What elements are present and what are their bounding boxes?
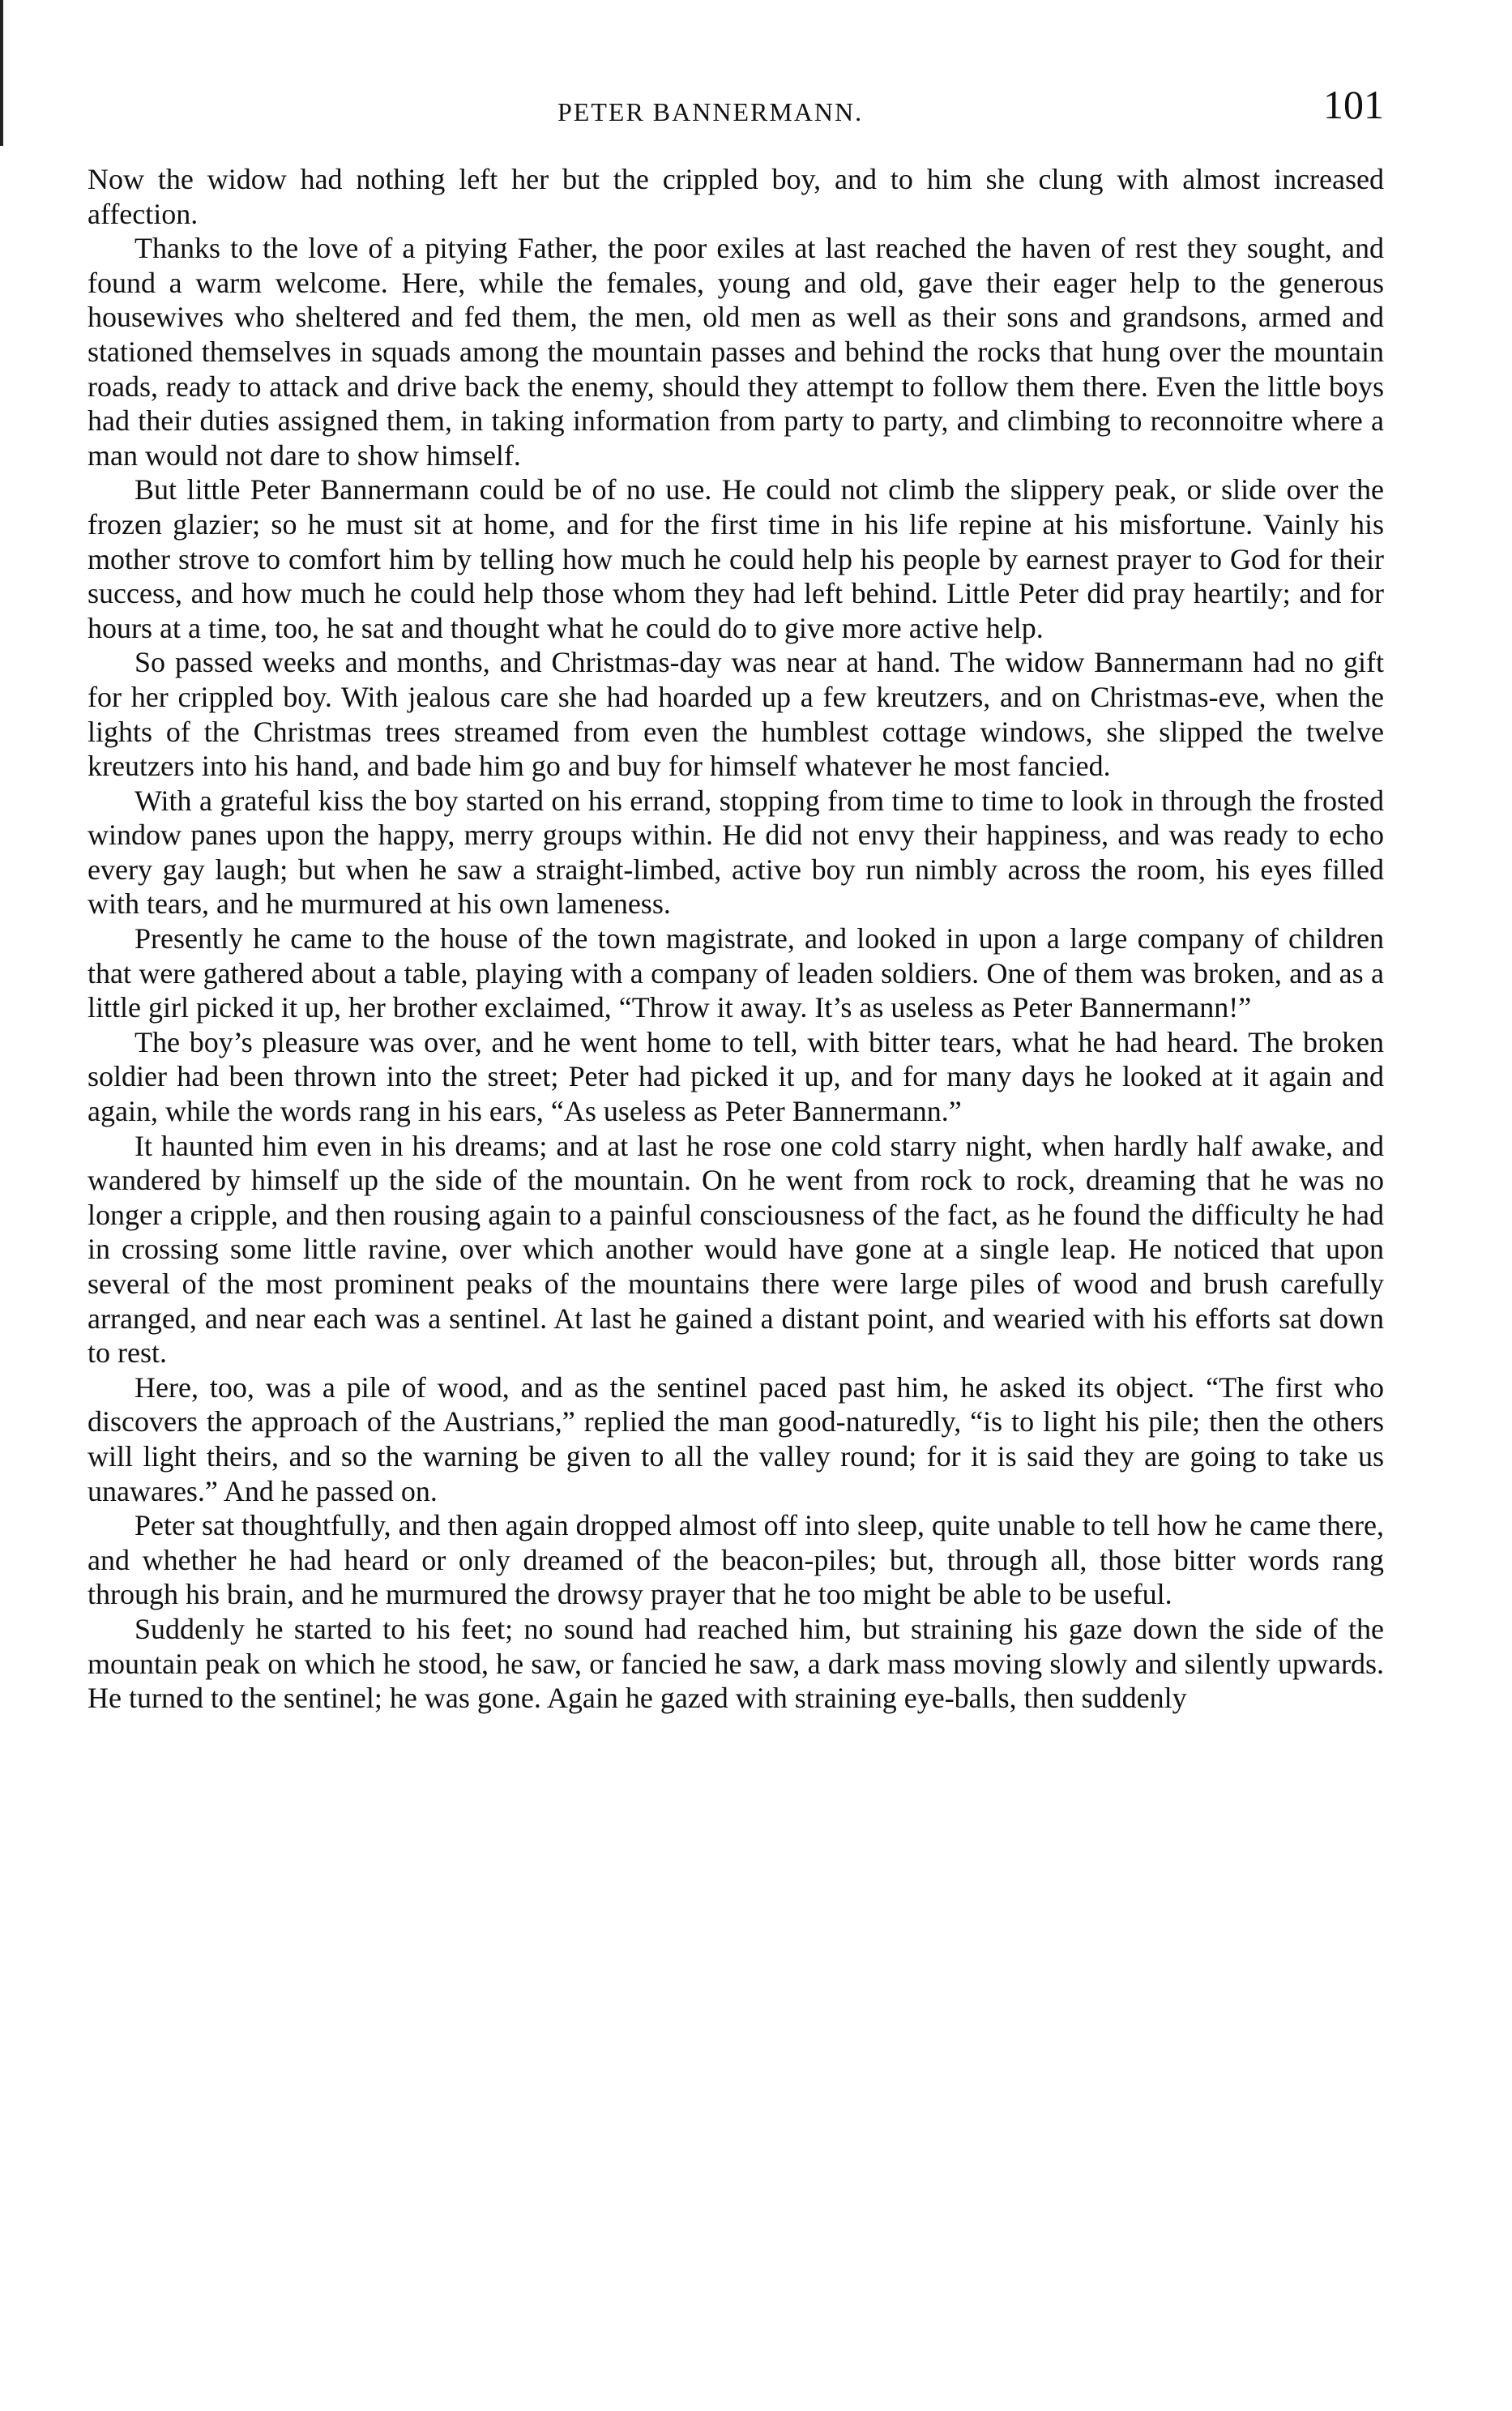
paragraph: With a grateful kiss the boy started on his errand, stopping from time to time to look in through the frosted window panes upon the happy, merry groups within. He did not envy their happiness, and was ready to echo every gay laugh; but when he saw a straight-limbed, active boy run nimbly across the room, his eyes filled with tears, and he murmured at his own lameness. — [88, 784, 1384, 921]
paragraph: Suddenly he started to his feet; no sound had reached him, but straining his gaze down the side of the mountain peak on which he stood, he saw, or fancied he saw, a dark mass moving slowly and silently upwards. He turned to the sentinel; he was gone. Again he gazed with straining eye-balls, then suddenly — [88, 1612, 1384, 1715]
paragraph: Now the widow had nothing left her but the crippled boy, and to him she clung with almost increased affection. — [88, 163, 1384, 230]
paragraph: Presently he came to the house of the town magistrate, and looked in upon a large company of children that were gathered about a table, playing with a company of leaden soldiers. One of them was broken, and as a little girl picked it up, her brother exclaimed, “Throw it away. It’s as useless as Peter Bannermann!” — [88, 922, 1384, 1024]
paragraph: Here, too, was a pile of wood, and as the sentinel paced past him, he asked its object. “The first who discovers the approach of the Austrians,” replied the man good-naturedly, “is to light his pile; then the others will light theirs, and so the warning be given to all the valley round; for it is said they are going to take us unawares.” And he passed on. — [88, 1370, 1384, 1507]
paragraph: So passed weeks and months, and Christmas-day was near at hand. The widow Bannermann had no gift for her crippled boy. With jealous care she had hoarded up a few kreutzers, and on Christmas-eve, when the lights of the Christmas trees streamed from even the humblest cottage windows, she slipped the twelve kreutzers into his hand, and bade him go and buy for himself whatever he most fancied. — [88, 646, 1384, 783]
body-text — [88, 162, 1384, 2383]
paragraph: It haunted him even in his dreams; and at last he rose one cold starry night, when hardly half awake, and wandered by himself up the side of the mountain. On he went from rock to rock, dreaming that he was no longer a cripple, and then rousing again to a painful consciousness of the fact, as he found the difficulty he had in crossing some little ravine, over which another would have gone at a single leap. He noticed that upon several of the most prominent peaks of the mountains there were large piles of wood and brush carefully arranged, and near each was a sentinel. At last he gained a distant point, and wearied with his efforts sat down to rest. — [88, 1129, 1384, 1370]
page-header — [88, 81, 1384, 138]
paragraph: The boy’s pleasure was over, and he went home to tell, with bitter tears, what he had heard. The broken soldier had been thrown into the street; Peter had picked it up, and for many days he looked at it again and again, while the words rang in his ears, “As useless as Peter Bannermann.” — [88, 1025, 1384, 1128]
running-title: PETER BANNERMANN. — [557, 97, 864, 126]
page-edge-line — [0, 0, 3, 146]
paragraph: Peter sat thoughtfully, and then again dropped almost off into sleep, quite unable to tell how he came there, and whether he had heard or only dreamed of the beacon-piles; but, through all, those bitter words rang through his brain, and he murmured the drowsy prayer that he too might be able to be useful. — [88, 1509, 1384, 1611]
page-number: 101 — [1323, 82, 1384, 127]
paragraph: Thanks to the love of a pitying Father, the poor exiles at last reached the haven of rest they sought, and found a warm welcome. Here, while the females, young and old, gave their eager help to the generous housewives who sheltered and fed them, the men, old men as well as their sons and grandsons, armed and stationed themselves in squads among the mountain passes and behind the rocks that hung over the mountain roads, ready to attack and drive back the enemy, should they attempt to follow them there. Even the little boys had their duties assigned them, in taking information from party to party, and climbing to reconnoitre where a man would not dare to show himself. — [88, 232, 1384, 472]
paragraph: But little Peter Bannermann could be of no use. He could not climb the slippery peak, or slide over the frozen glazier; so he must sit at home, and for the first time in his life repine at his misfortune. Vainly his mother strove to comfort him by telling how much he could help his people by earnest prayer to God for their success, and how much he could help those whom they had left behind. Little Peter did pray heartily; and for hours at a time, too, he sat and thought what he could do to give more active help. — [88, 473, 1384, 644]
